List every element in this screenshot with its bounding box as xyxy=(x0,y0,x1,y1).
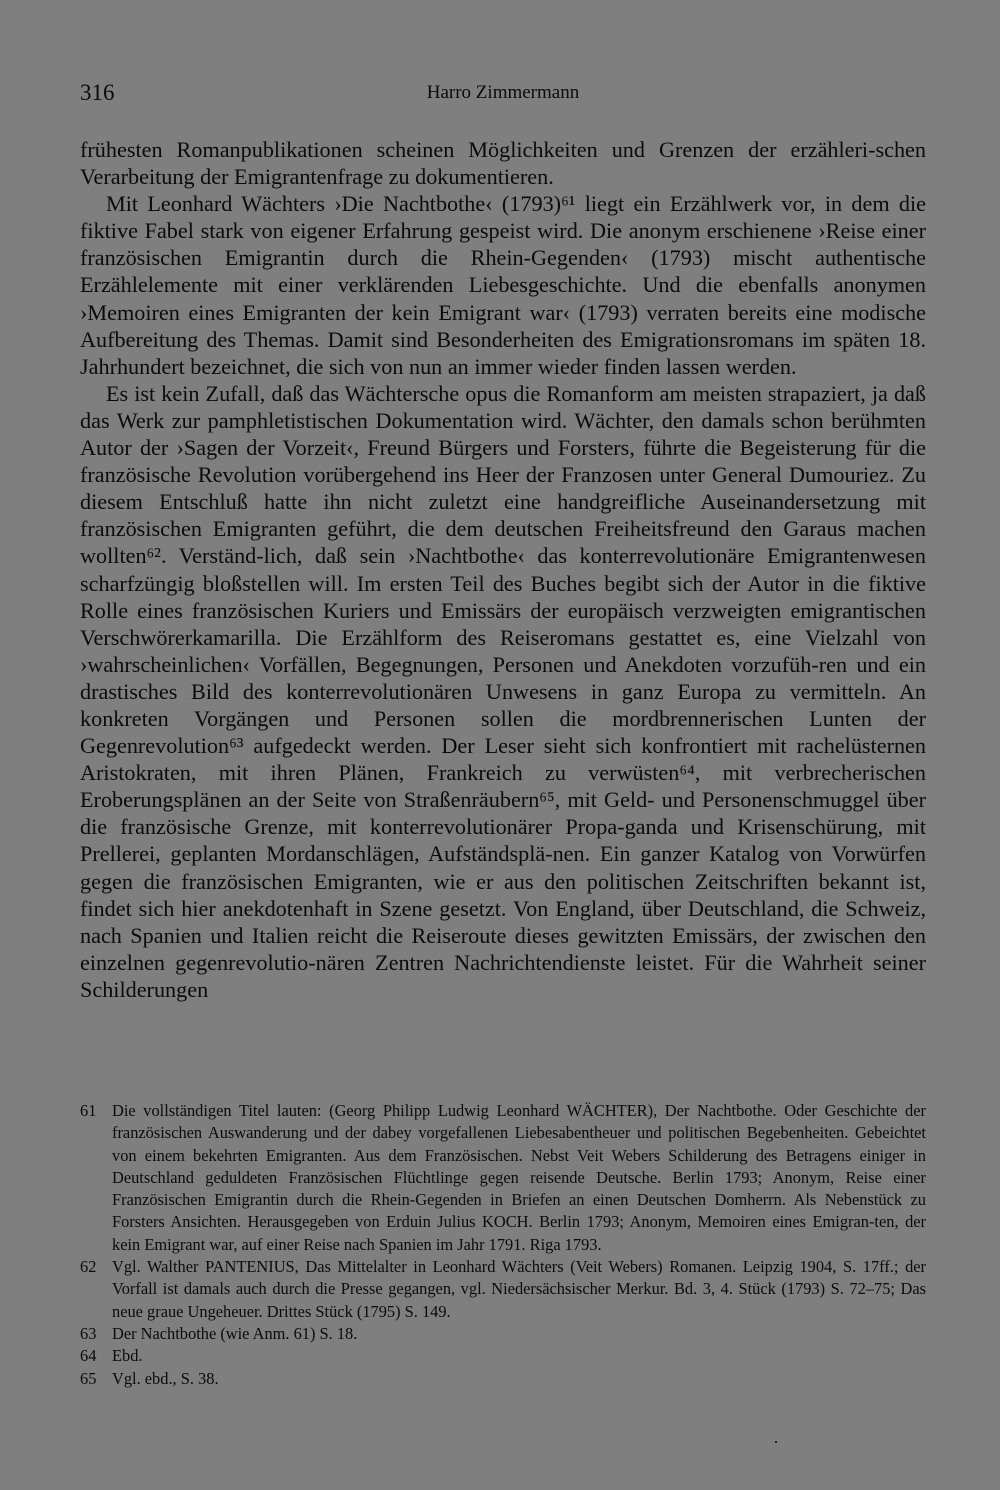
paragraph: Mit Leonhard Wächters ›Die Nachtbothe‹ (1793)⁶¹ liegt ein Erzählwerk vor, in dem die fiktive Fabel stark von eigener Erfahrung gespeist wird. Die anonym erschienene ›Reise einer französischen Emigrantin durch die Rhein-Gegenden‹ (1793) mischt authentische Erzählelemente mit einer verklärenden Liebesgeschichte. Und die ebenfalls anonymen ›Memoiren eines Emigranten der kein Emigrant war‹ (1793) verraten bereits eine modische Aufbereitung des Themas. Damit sind Besonderheiten des Emigrationsromans im späten 18. Jahrhundert bezeichnet, die sich von nun an immer wieder finden lassen werden. xyxy=(80,191,926,379)
page-number: 316 xyxy=(80,80,115,105)
footnote-number: 65 xyxy=(80,1368,97,1388)
running-head: Harro Zimmermann xyxy=(426,82,580,103)
footnote-text: Vgl. ebd., S. 38. xyxy=(112,1368,219,1388)
footnote-number: 62 xyxy=(80,1257,97,1277)
print-speck xyxy=(775,1441,777,1443)
paragraph: frühesten Romanpublikationen scheinen Möglichkeiten und Grenzen der erzähleri-schen Verarbeitung der Emigrantenfrage zu dokumentieren. xyxy=(80,137,926,190)
footnote-text: Die vollständigen Titel lauten: (Georg Philipp Ludwig Leonhard WÄCHTER), Der Nachtbothe. Oder Geschichte der französischen Auswanderung und der dabey vorgefallenen Liebesabentheuer und politischen Begebenheiten. Gebeichtet von einem bekehrten Emigranten. Aus dem Französischen. Nebst Veit Webers Schilderung des Betragens einiger in Deutschland geduldeten Französischen Flüchtlinge gegen reisende Deutsche. Berlin 1793; Anonym, Reise einer Französischen Emigrantin durch die Rhein-Gegenden in Briefen an einen Deutschen Domherrn. Als Nebenstück zu Forsters Ansichten. Herausgegeben von Erduin Julius KOCH. Berlin 1793; Anonym, Memoiren eines Emigran-ten, der kein Emigrant war, auf einer Reise nach Spanien im Jahr 1791. Riga 1793. xyxy=(112,1101,926,1254)
footnote xyxy=(80,1345,926,1367)
paragraph: Es ist kein Zufall, daß das Wächtersche opus die Romanform am meisten strapaziert, ja daß das Werk zur pamphletistischen Dokumentation wird. Wächter, den damals schon berühmten Autor der ›Sagen der Vorzeit‹, Freund Bürgers und Forsters, führte die Begeisterung für die französische Revolution vorübergehend ins Heer der Franzosen unter General Dumouriez. Zu diesem Entschluß hatte ihn nicht zuletzt eine handgreifliche Auseinandersetzung mit französischen Emigranten geführt, die dem deutschen Freiheitsfreund den Garaus machen wollten⁶². Verständ-lich, daß sein ›Nachtbothe‹ das konterrevolutionäre Emigrantenwesen scharfzüngig bloßstellen will. Im ersten Teil des Buches begibt sich der Autor in die fiktive Rolle eines französischen Kuriers und Emissärs der europäisch verzweigten emigrantischen Verschwörerkamarilla. Die Erzählform des Reiseromans gestattet es, eine Vielzahl von ›wahrscheinlichen‹ Vorfällen, Begegnungen, Personen und Anekdoten vorzufüh-ren und ein drastisches Bild des konterrevolutionären Unwesens in ganz Europa zu vermitteln. An konkreten Vorgängen und Personen sollen die mordbrennerischen Lunten der Gegenrevolution⁶³ aufgedeckt werden. Der Leser sieht sich konfrontiert mit rachelüsternen Aristokraten, mit ihren Plänen, Frankreich zu verwüsten⁶⁴, mit verbrecherischen Eroberungsplänen an der Seite von Straßenräubern⁶⁵, mit Geld- und Personenschmuggel über die französische Grenze, mit konterrevolutionärer Propa-ganda und Krisenschürung, mit Prellerei, geplanten Mordanschlägen, Aufständsplä-nen. Ein ganzer Katalog von Vorwürfen gegen die französischen Emigranten, wie er aus den politischen Zeitschriften bekannt ist, findet sich hier anekdotenhaft in Szene gesetzt. Von England, über Deutschland, die Schweiz, nach Spanien und Italien reicht die Reiseroute dieses gewitzten Emissärs, der zwischen den einzelnen gegenrevolutio-nären Zentren Nachrichtendienste leistet. Für die Wahrheit seiner Schilderungen xyxy=(80,380,926,1002)
footnote xyxy=(80,1368,926,1390)
footnote-number: 63 xyxy=(80,1323,97,1343)
footnote-text: Der Nachtbothe (wie Anm. 61) S. 18. xyxy=(112,1323,358,1343)
footnotes xyxy=(80,1100,926,1390)
footnote xyxy=(80,1323,926,1345)
body-text xyxy=(80,136,926,1003)
footnote xyxy=(80,1256,926,1323)
page-header xyxy=(80,80,926,110)
footnote-text: Vgl. Walther PANTENIUS, Das Mittelalter in Leonhard Wächters (Veit Webers) Romanen. Leipzig 1904, S. 17ff.; der Vorfall ist damals auch durch die Presse gegangen, vgl. Niedersächsischer Merkur. Bd. 3, 4. Stück (1793) S. 72–75; Das neue graue Ungeheuer. Drittes Stück (1795) S. 149. xyxy=(112,1257,926,1321)
footnote xyxy=(80,1100,926,1256)
footnote-number: 64 xyxy=(80,1346,97,1366)
footnote-number: 61 xyxy=(80,1101,97,1120)
footnote-text: Ebd. xyxy=(112,1346,143,1366)
